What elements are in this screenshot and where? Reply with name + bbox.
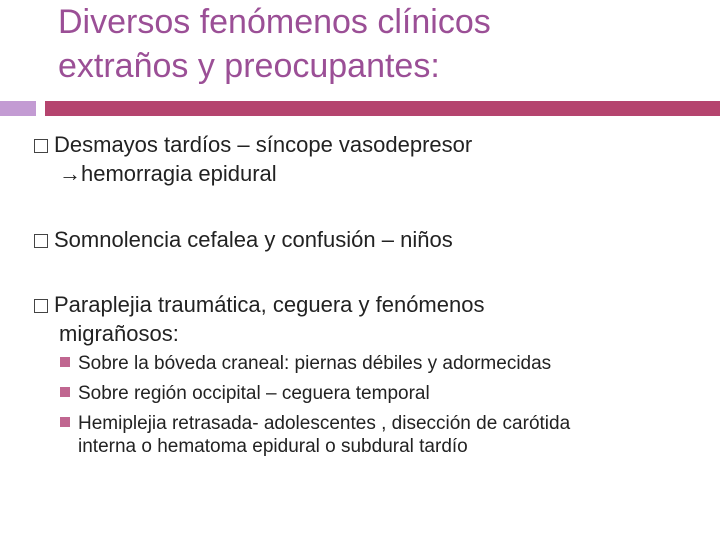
sub-bullet-text-continuation: interna o hematoma epidural o subdural tardío <box>78 436 468 457</box>
accent-bar-main <box>45 101 720 116</box>
title-line-2: extraños y preocupantes: <box>58 47 440 85</box>
square-bullet-icon <box>60 387 70 397</box>
title-line-1: Diversos fenómenos clínicos <box>58 3 491 41</box>
slide-title <box>58 0 698 88</box>
sub-bullet-item <box>60 412 700 458</box>
bullet-text-continuation: migrañosos: <box>59 321 179 346</box>
arrow-right-icon: → <box>59 161 81 186</box>
bullet-text: Somnolencia cefalea y confusión – niños <box>54 227 453 252</box>
square-bullet-icon <box>60 357 70 367</box>
square-bullet-icon <box>60 417 70 427</box>
sub-bullet-text: Hemiplejia retrasada- adolescentes , disección de carótida <box>78 413 571 434</box>
accent-bar-left <box>0 101 36 116</box>
sub-bullet-text: Sobre región occipital – ceguera temporal <box>78 383 430 404</box>
sub-bullet-item <box>60 382 700 405</box>
checkbox-bullet-icon <box>34 234 48 248</box>
bullet-item <box>34 225 674 254</box>
sub-bullet-text: Sobre la bóveda craneal: piernas débiles y adormecidas <box>78 353 552 374</box>
bullet-text: Desmayos tardíos – síncope vasodepresor <box>54 132 473 157</box>
bullet-text-continuation: hemorragia epidural <box>81 161 277 186</box>
checkbox-bullet-icon <box>34 139 48 153</box>
bullet-item <box>34 130 674 188</box>
sub-bullet-item <box>60 352 700 375</box>
checkbox-bullet-icon <box>34 299 48 313</box>
bullet-item <box>34 290 674 348</box>
bullet-text: Paraplejia traumática, ceguera y fenómenos <box>54 292 485 317</box>
